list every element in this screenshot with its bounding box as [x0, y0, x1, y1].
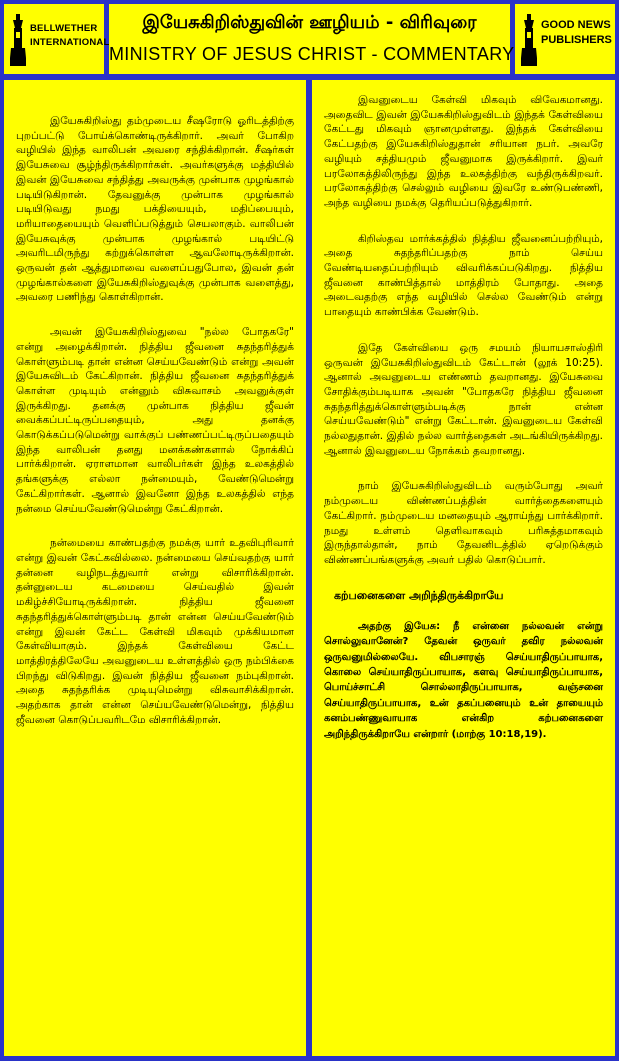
bell-tower-icon: [10, 14, 26, 66]
logo-line1: GOOD NEWS: [541, 19, 611, 31]
paragraph: இயேசுகிறிஸ்து தம்முடைய சீஷரோடு ஓரிடத்திற்கு புறப்பட்டு போய்க்கொண்டிருக்கிறார். அவர் போகிற வழியில் இந்த வாலிபன் அவரை சந்திக்கிறான். சீஷர்கள் இயேசுவை சூழ்ந்திருக்கிறார்கள். அவர்களுக்கு மத்தியில் இவன் இயேசுவை சந்தித்து அவருக்கு முன்பாக முழங்கால் படியிடுகிறான். தேவனுக்கு முன்பாக முழங்கால் படியிடுவது நமது பக்தியையும், மதிப்பையும், மரியாதையையும் வெளிப்படுத்தும் செயலாகும். வாலிபன் இயேசுவுக்கு முன்பாக முழங்கால் படியிட்டு அவரிடமிருந்து கற்றுக்கொள்ள ஆவலோடிருக்கிறான். ஒருவன் தன் ஆத்துமாவை வளைப்பதுபோல, இவன் தன் முழங்கால்களை இயேசுகிறிஸ்துவுக்கு முன்பாக வளைத்து, அவரை பணிந்து கொள்கிறான்.: [16, 115, 294, 304]
logo-line2: PUBLISHERS: [541, 34, 612, 46]
paragraph: இவனுடைய கேள்வி மிகவும் விவேகமானது. அதைவிட இவன் இயேசுகிறிஸ்துவிடம் இந்தக் கேள்வியை கேட்டது மிகவும் ஞானமுள்ளது. இந்தக் கேள்வியை கேட்பதற்கு இயேசுகிறிஸ்துதான் சரியான நபர். அவரே வழியும் சத்தியமும் ஜீவனுமாக இருக்கிறார். இவர் பரலோகத்திலிருந்து இந்த உலகத்திற்கு வந்திருக்கிறவர். பரலோகத்திற்கு செல்லும் வழியை இவரே உண்டுபண்ணி, அந்த வழியை நமக்கு தெரியப்படுத்துகிறார்.: [324, 94, 603, 209]
paragraph: நன்மையை காண்பதற்கு நமக்கு யார் உதவிபுரிவார் என்று இவன் கேட்கவில்லை. நன்மையை செய்வதற்கு யார் தன்னை வழிநடத்துவார் என்று விசாரிக்கிறான். தன்னுடைய கடமையை செய்வதில் இவன் மகிழ்ச்சியோடிருக்கிறான். நித்திய ஜீவனை சுதந்தரித்துக்கொள்ளும்படி தான் என்ன செய்யவேண்டும் என்று இவன் கேட்ட கேள்வி மிகவும் முக்கியமான கேள்வியாகும். இந்தக் கேள்வியை கேட்ட மாத்திரத்திலேயே அவனுடைய உள்ளத்தில் ஒரு நம்பிக்கை பிறந்து விடுகிறது. இவன் நித்திய ஜீவனை நம்புகிறான். அதை சுதந்தரிக்க முடியுமென்று விசுவாசிக்கிறான். அதற்காக தான் என்ன செய்யவேண்டுமென்று, நித்திய ஜீவனை கொடுப்பவரிடமே விசாரிக்கிறான்.: [16, 537, 294, 726]
page-title-english: MINISTRY OF JESUS CHRIST - COMMENTARY: [109, 44, 515, 64]
paragraph: நாம் இயேசுகிறிஸ்துவிடம் வரும்போது அவர் நம்முடைய விண்ணப்பத்தின் வார்த்தைகளையும் கேட்கிறார். நம்முடைய மனதையும் ஆராய்ந்து பார்க்கிறார். நமது உள்ளம் தெளிவாகவும் பரிசுத்தமாகவும் இருந்தால்தான், நாம் தேவனிடத்தில் ஏறெடுக்கும் விண்ணப்பங்களுக்கு அவர் பதில் கொடுப்பார்.: [324, 480, 603, 566]
publisher-logo-text: [541, 18, 612, 48]
left-column: [4, 80, 306, 1056]
bell-tower-icon: [521, 14, 537, 66]
good-news-publishers-logo[interactable]: [515, 4, 615, 74]
logo-line2: INTERNATIONAL: [30, 37, 110, 48]
section-heading: கற்பனைகளை அறிந்திருக்கிறாயே: [334, 588, 504, 602]
logo-line1: BELLWETHER: [30, 23, 98, 34]
header-title-box: [109, 4, 515, 74]
scripture-quote: அதற்கு இயேசு: நீ என்னை நல்லவன் என்று சொல்லுவானேன்? தேவன் ஒருவர் தவிர நல்லவன் ஒருவனுமில்லையே. விபசாரஞ் செய்யாதிருப்பாயாக, கொலை செய்யாதிருப்பாயாக, களவு செய்யாதிருப்பாயாக, பொய்ச்சாட்சி சொல்லாதிருப்பாயாக, வஞ்சனை செய்யாதிருப்பாயாக, உன் தகப்பனையும் உன் தாயையும் கனம்பண்ணுவாயாக என்கிற கற்பனைகளை அறிந்திருக்கிறாயே என்றார் (மாற்கு 10:18,19).: [324, 620, 603, 740]
right-column: [312, 80, 615, 1056]
bellwether-logo[interactable]: [4, 4, 110, 74]
bellwether-logo-text: [30, 22, 109, 50]
paragraph: இதே கேள்வியை ஒரு சமயம் நியாயசாஸ்திரி ஒருவன் இயேசுகிறிஸ்துவிடம் கேட்டான் (லூக் 10:25). ஆனால் அவனுடைய எண்ணம் தவறானது. இயேசுவை சோதிக்கும்படியாக அவன் "போதகரே நித்திய ஜீவனை சுதந்தரித்துக்கொள்ளும்படிக்கு நான் என்ன செய்யவேண்டும்" என்று கேட்டான். இவனுடைய கேள்வி நல்லதுதான். இதில் நல்ல வார்த்தைகள் அடங்கியிருக்கிறது. ஆனால் இவனுடைய நோக்கம் தவறானது.: [324, 341, 603, 457]
paragraph: கிறிஸ்தவ மார்க்கத்தில் நித்திய ஜீவனைப்பற்றியும், அதை சுதந்தரிப்பதற்கு நாம் செய்ய வேண்டியதைப்பற்றியும் விவரிக்கப்படுகிறது. நித்திய ஜீவனை காண்பித்தால் மாத்திரம் போதாது. அதை அடைவதற்கு எந்த வழியில் செல்ல வேண்டும் என்று பாதையும் காண்பிக்க வேண்டும்.: [324, 232, 603, 319]
paragraph: அவன் இயேசுகிறிஸ்துவை "நல்ல போதகரே" என்று அழைக்கிறான். நித்திய ஜீவனை சுதந்தரித்துக் கொள்ளும்படி தான் என்ன செய்யவேண்டும் என்று அவன் இயேசுவிடம் கேட்கிறான். நித்திய ஜீவனை சுதந்தரித்துக் கொள்ள முடியும் என்னும் விசுவாசம் அவனுக்குள் இருக்கிறது. தனக்கு முன்பாக நித்திய ஜீவன் வைக்கப்பட்டிருப்பதையும், அது தனக்கு கொடுக்கப்படுமென்று வாக்குப் பண்ணப்பட்டிருப்பதையும் இந்த வாலிபன் தனது மனக்கண்களால் நோக்கிப் பார்க்கிறான். ஏராளமான வாலிபர்கள் இந்த உலகத்தில் தங்களுக்கு எல்லா நன்மையும், வேண்டுமென்று கேட்கிறார்கள். ஆனால் இவனோ இந்த உலகத்தில் எந்த நன்மை செய்யவேண்டுமென்று கேட்கிறான்.: [16, 326, 294, 515]
page-title-tamil: இயேசுகிறிஸ்துவின் ஊழியம் - விரிவுரை: [142, 12, 477, 33]
